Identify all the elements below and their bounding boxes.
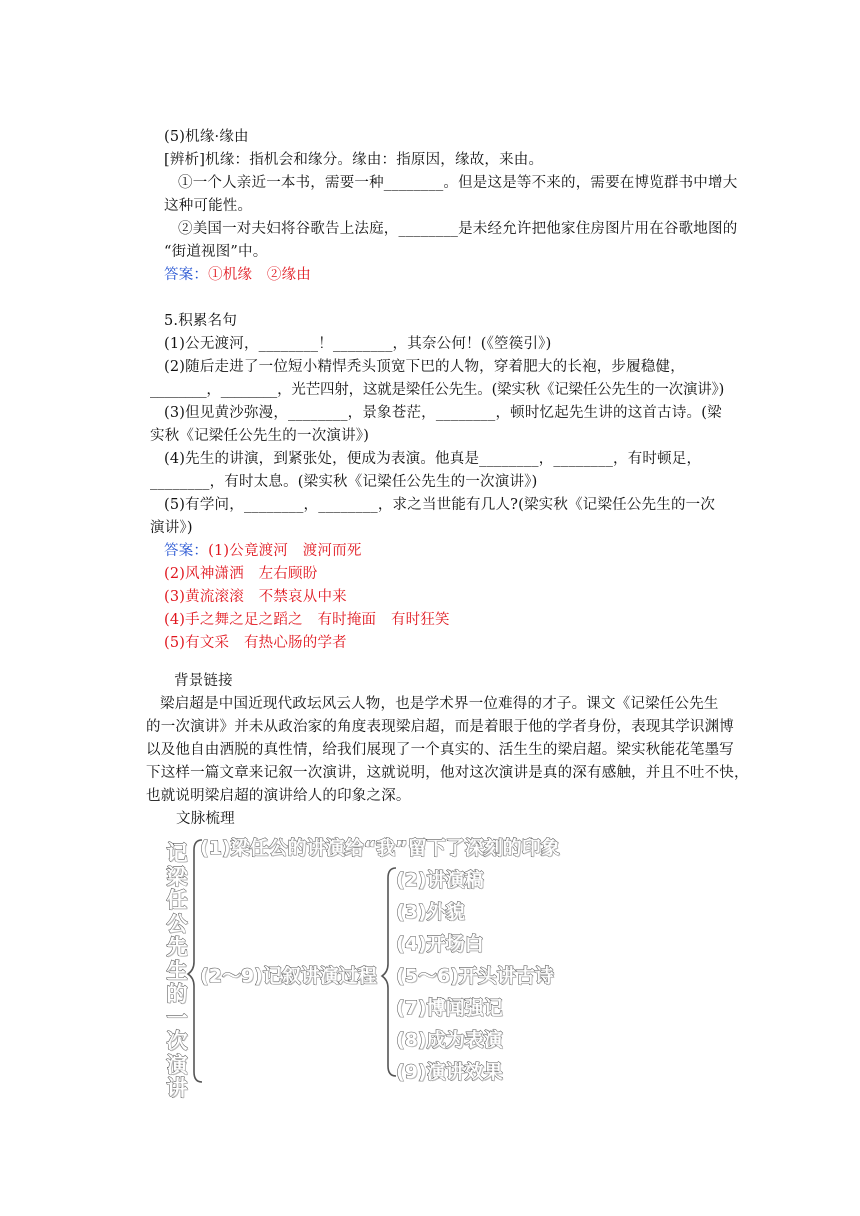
main-brace xyxy=(188,840,202,1082)
famous-line-5a: (5)有学问，________，________，求之当世能有几人?(梁实秋《记梁任公先生的一次 xyxy=(164,497,716,513)
famous-line-2a: (2)随后走进了一位短小精悍秃头顶宽下巴的人物，穿着肥大的长袍，步履稳健， xyxy=(164,359,685,375)
background-paragraph-line-3: 以及他自由洒脱的真性情，给我们展现了一个真实的、活生生的梁启超。梁实秋能花笔墨写 xyxy=(146,742,734,758)
question-1-line-2: 这种可能性。 xyxy=(164,198,253,214)
word-pair-heading: (5)机缘·缘由 xyxy=(164,129,249,145)
famous-lines-heading: 5.积累名句 xyxy=(164,313,238,329)
question-1-line-1: ①一个人亲近一本书，需要一种________。但是这是等不来的，需要在博览群书中增大 xyxy=(178,175,738,191)
famous-answer-1 xyxy=(164,540,362,562)
diagram-title-char: 生 xyxy=(166,958,188,983)
sub-brace xyxy=(382,868,396,1076)
diagram-title-char: 任 xyxy=(166,888,188,912)
diagram-title-char: 梁 xyxy=(166,864,188,889)
background-paragraph-line-1: 梁启超是中国近现代政坛风云人物，也是学术界一位难得的才子。课文《记梁任公先生 xyxy=(160,696,719,712)
answer-label: 答案： xyxy=(164,267,209,283)
diagram-title-char: 记 xyxy=(166,841,188,865)
diagram-title-char: 演 xyxy=(166,1052,188,1077)
diagram-title-char: 公 xyxy=(166,911,188,936)
answer-text: (1)公竟渡河 渡河而死 xyxy=(208,543,362,559)
diagram-title-char: 一 xyxy=(166,1005,188,1030)
famous-answer-5: (5)有文采 有热心肠的学者 xyxy=(164,635,347,651)
famous-line-4a: (4)先生的讲演，到紧张处，便成为表演。他真是________，________，有时顿足， xyxy=(164,451,702,467)
famous-answer-3: (3)黄流滚滚 不禁哀从中来 xyxy=(164,589,347,605)
background-paragraph-line-4: 下这样一篇文章来记叙一次演讲，这就说明，他对这次演讲是真的深有感触，并且不吐不快， xyxy=(146,765,749,781)
diagram-mid-branch: (2～9)记叙讲演过程 xyxy=(200,965,377,987)
diagram-sub-branch: (8)成为表演 xyxy=(396,1029,503,1051)
answer-text: ①机缘 ②缘由 xyxy=(208,267,312,283)
diagram-sub-branch: (2)讲演稿 xyxy=(396,869,484,891)
diagram-sub-branch: (3)外貌 xyxy=(396,901,465,923)
diagram-sub-branch: (9)演讲效果 xyxy=(396,1061,503,1083)
background-heading: 背景链接 xyxy=(174,673,233,689)
diagram-title-char: 先 xyxy=(166,935,188,959)
famous-line-5b: 演讲》) xyxy=(150,520,193,536)
famous-line-3b: 实秋《记梁任公先生的一次演讲》) xyxy=(150,428,370,444)
structure-diagram xyxy=(160,828,720,1100)
diagram-title-char: 次 xyxy=(166,1029,188,1053)
diagram-sub-branch: (7)博闻强记 xyxy=(396,997,503,1019)
background-paragraph-line-5: 也就说明梁启超的演讲给人的印象之深。 xyxy=(146,788,411,804)
question-2-line-1: ②美国一对夫妇将谷歌告上法庭，________是未经允许把他家住房图片用在谷歌地图的 xyxy=(178,221,738,237)
famous-line-3a: (3)但见黄沙弥漫，________，景象苍茫，________，顿时忆起先生讲的这首古诗。(梁 xyxy=(164,405,722,421)
answer-label: 答案： xyxy=(164,543,209,559)
answer-5 xyxy=(164,264,311,286)
diagram-title-char: 讲 xyxy=(166,1076,188,1100)
famous-line-4b: ________，有时太息。(梁实秋《记梁任公先生的一次演讲》) xyxy=(150,474,538,490)
famous-line-2b: ________，________，光芒四射，这就是梁任公先生。(梁实秋《记梁任公先生的一次演讲》) xyxy=(150,382,725,398)
word-pair-explanation: [辨析]机缘：指机会和缘分。缘由：指原因，缘故，来由。 xyxy=(164,152,544,168)
diagram-sub-branch: (4)开场白 xyxy=(396,933,484,955)
famous-answer-2: (2)风神潇洒 左右顾盼 xyxy=(164,566,318,582)
famous-line-1: (1)公无渡河，________！________，其奈公何！(《箜篌引》) xyxy=(164,336,552,352)
diagram-sub-branch: (5～6)开头讲古诗 xyxy=(396,965,554,987)
structure-heading: 文脉梳理 xyxy=(176,811,235,827)
diagram-title-char: 的 xyxy=(166,982,188,1006)
question-2-line-2: “街道视图”中。 xyxy=(164,244,268,260)
diagram-top-branch: (1)梁任公的讲演给“我”留下了深刻的印象 xyxy=(200,837,560,859)
background-paragraph-line-2: 的一次演讲》并未从政治家的角度表现梁启超，而是着眼于他的学者身份，表现其学识渊博 xyxy=(146,719,734,735)
famous-answer-4: (4)手之舞之足之蹈之 有时掩面 有时狂笑 xyxy=(164,612,450,628)
